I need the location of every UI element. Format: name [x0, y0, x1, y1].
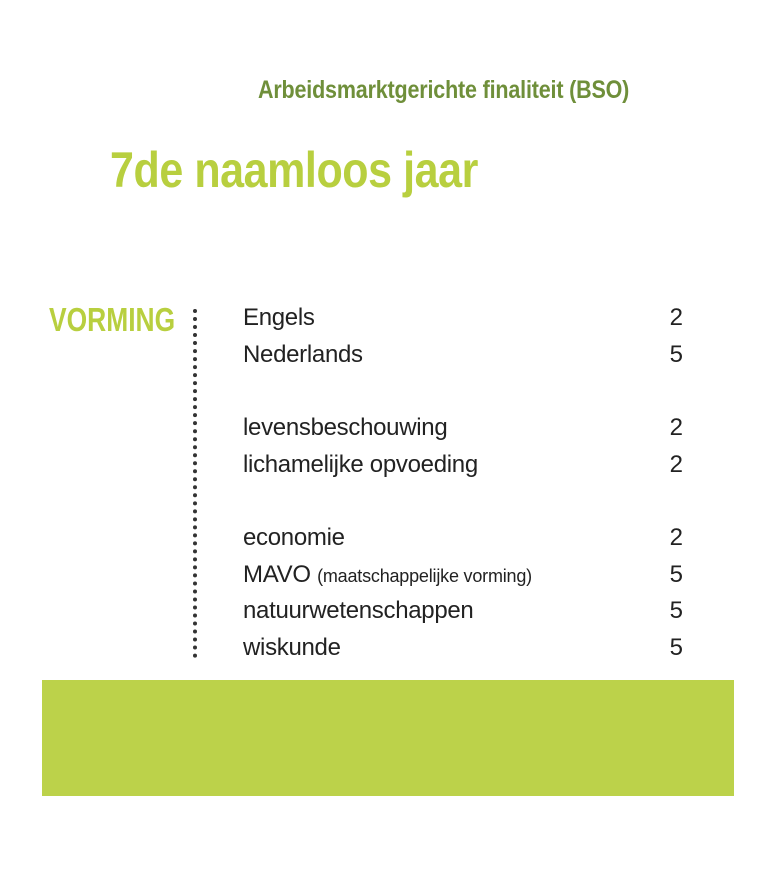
dotted-divider	[193, 309, 197, 658]
green-footer-band	[42, 680, 734, 796]
subject-name: lichamelijke opvoeding	[243, 451, 478, 478]
subject-hours: 2	[669, 304, 683, 331]
subject-hours: 5	[669, 634, 683, 661]
subject-hours: 2	[669, 414, 683, 441]
subject-hours: 5	[669, 341, 683, 368]
subject-hours: 5	[669, 561, 683, 588]
section-label-vorming: VORMING	[49, 301, 176, 338]
subject-row	[243, 413, 683, 443]
subject-note: (maatschappelijke vorming)	[317, 566, 532, 586]
subject-name: Nederlands	[243, 341, 363, 368]
subject-name: economie	[243, 524, 345, 551]
subject-row	[243, 340, 683, 370]
subject-row	[243, 633, 683, 663]
subject-row	[243, 303, 683, 333]
subject-name: Engels	[243, 304, 315, 331]
subject-hours: 5	[669, 597, 683, 624]
subject-name: natuurwetenschappen	[243, 597, 474, 624]
subject-hours: 2	[669, 451, 683, 478]
subject-row	[243, 450, 683, 480]
document-title: 7de naamloos jaar	[110, 142, 478, 198]
subject-row	[243, 560, 683, 590]
subject-row	[243, 523, 683, 553]
subject-hours: 2	[669, 524, 683, 551]
subject-row	[243, 596, 683, 626]
subject-name: levensbeschouwing	[243, 414, 448, 441]
subject-name: wiskunde	[243, 634, 341, 661]
document-subtitle: Arbeidsmarktgerichte finaliteit (BSO)	[258, 76, 630, 104]
subject-name: MAVO (maatschappelijke vorming)	[243, 561, 532, 588]
